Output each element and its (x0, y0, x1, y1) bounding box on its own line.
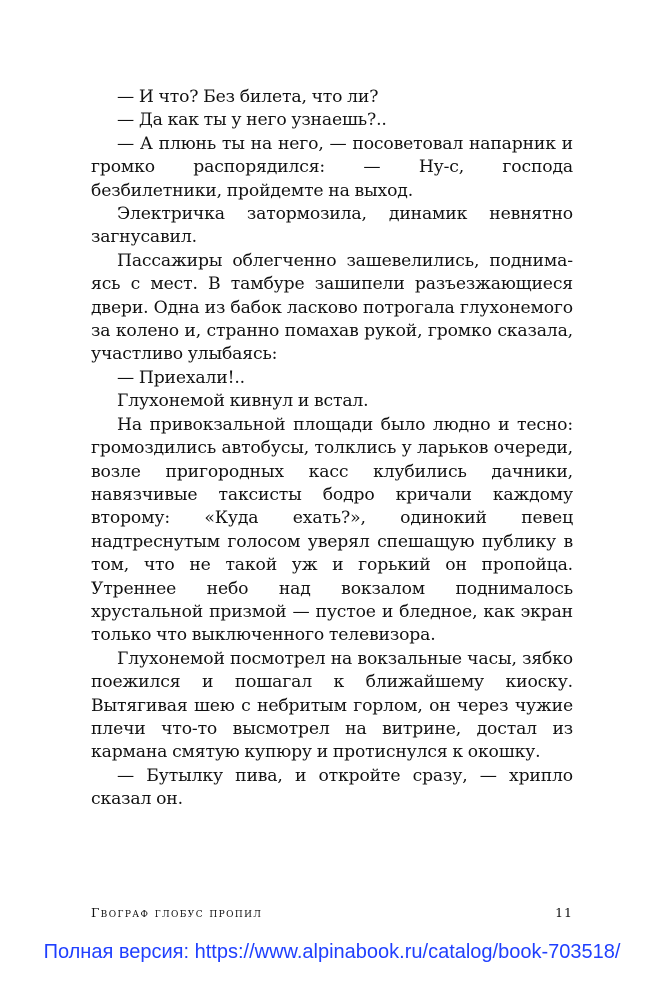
paragraph: Электричка затормозила, динамик невнятно загнусавил. (91, 204, 573, 248)
paragraph: — И что? Без билета, что ли? (117, 87, 379, 107)
page-text (91, 86, 573, 812)
paragraph: — Да как ты у него узнаешь?.. (117, 110, 387, 131)
page-number: 11 (555, 905, 573, 920)
paragraph: — А плюнь ты на него, — посоветовал напарник и громко распорядился: — Ну-с, господа безбилетники, пройдемте на выход. (91, 133, 573, 201)
paragraph: — Бутылку пива, и откройте сразу, — хрипло сказал он. (91, 765, 573, 810)
full-version-link[interactable]: Полная версия: https://www.alpinabook.ru/catalog/book-703518/ (43, 941, 621, 963)
paragraph: — Приехали!.. (117, 367, 245, 388)
paragraph: Пассажиры облегченно зашевелились, поднимаясь с мест. В тамбуре зашипели разъезжающиеся двери. Одна из бабок ласково потрогала глухонемого за колено и, странно помахав рукой, громко сказала, участливо улыбаясь: (91, 250, 573, 365)
paragraph: Глухонемой посмотрел на вокзальные часы, зябко поежился и пошагал к ближайшему киоску. Вытягивая шею с небритым горлом, он через чужие плечи что-то высмотрел на витрине, достал из кармана смятую купюру и протиснулся к окошку. (91, 648, 573, 763)
paragraph: Глухонемой кивнул и встал. (117, 391, 369, 412)
paragraph: На привокзальной площади было людно и тесно: громоздились автобусы, толклись у ларьков очереди, возле пригородных касс клубились дачники, навязчивые таксисты бодро кричали каждому второму: «Куда ехать?», одинокий певец надтреснутым голосом уверял спешащую публику в том, что не такой уж и горький он пропойца. Утреннее небо над вокзалом поднималось хрустальной призмой — пустое и бледное, как экран только что выключенного телевизора. (91, 414, 573, 646)
running-title: Гвограф глобус пропил (91, 905, 263, 920)
